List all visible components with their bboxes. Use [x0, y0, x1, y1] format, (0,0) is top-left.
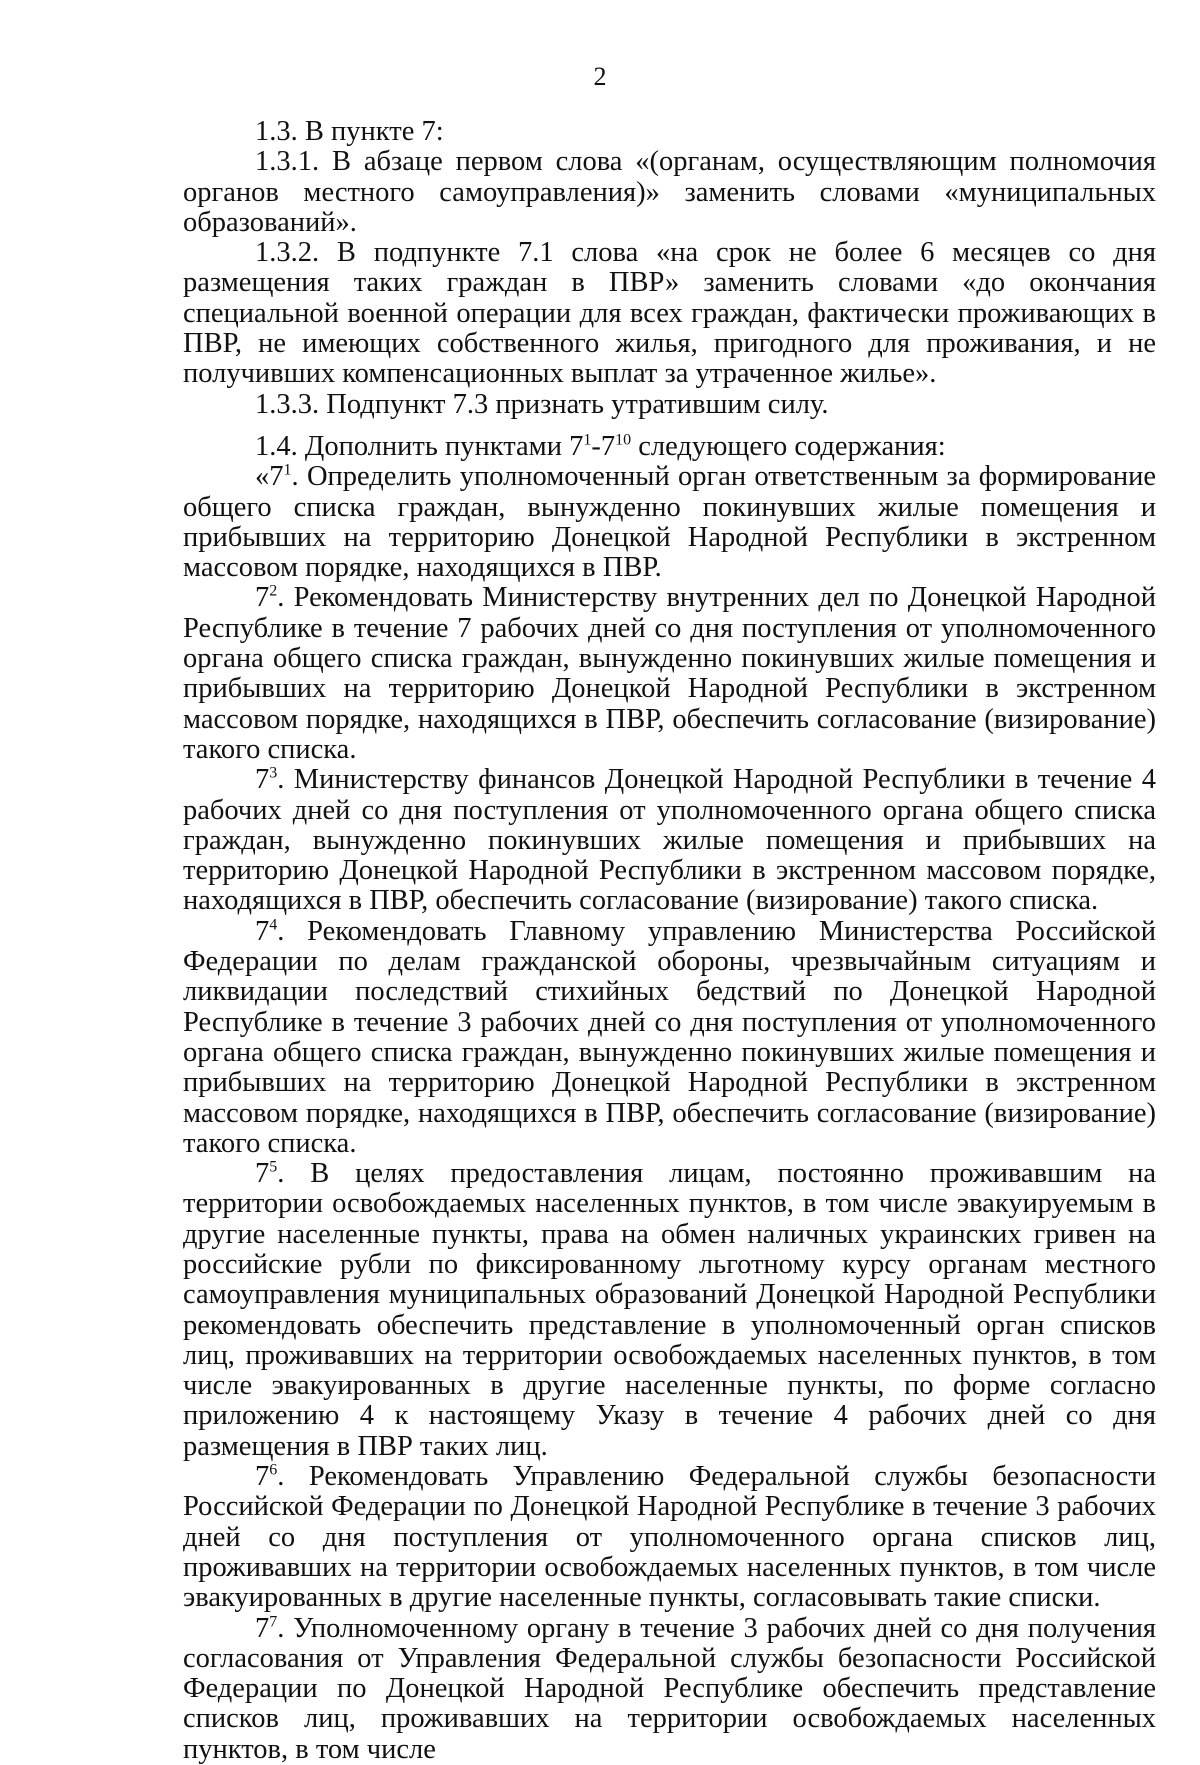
superscript: 5	[269, 1158, 278, 1176]
item-7-6	[183, 1462, 1156, 1613]
superscript: 4	[269, 916, 278, 934]
item-7-5	[183, 1159, 1156, 1462]
paragraph-1-4	[183, 432, 1156, 462]
superscript: 2	[269, 582, 278, 600]
superscript: 6	[269, 1461, 278, 1479]
item-7-4	[183, 917, 1156, 1159]
paragraph-1-4-lead: 1.4. Дополнить пунктами 7	[255, 430, 584, 462]
item-7-7	[183, 1614, 1156, 1765]
item-7-2	[183, 583, 1156, 765]
item-text: . Определить уполномоченный орган ответственным за формирование общего списка граждан, вынужденно покинувших жилые помещения и прибывших на территорию Донецкой Народной Республики в экстренном массовом порядке, находящихся в ПВР.	[183, 461, 1156, 584]
item-text: . Уполномоченному органу в течение 3 рабочих дней со дня получения согласования от Управления Федеральной службы безопасности Российской Федерации по Донецкой Народной Республике обеспечить представление списков лиц, проживавших на территории освобождаемых населенных пунктов, в том числе	[183, 1612, 1156, 1765]
superscript: 3	[269, 764, 278, 782]
superscript: 10	[615, 431, 632, 449]
superscript: 7	[269, 1613, 278, 1631]
paragraph-1-3-1: 1.3.1. В абзаце первом слова «(органам, осуществляющим полномочия органов местного самоуправления)» заменить словами «муниципальных образований».	[183, 146, 1156, 238]
paragraph-1-3-3: 1.3.3. Подпункт 7.3 признать утратившим силу.	[255, 388, 829, 420]
item-number: 7	[255, 915, 270, 947]
document-body	[183, 117, 1156, 1765]
item-number: «7	[255, 461, 284, 493]
page-number: 2	[593, 62, 607, 91]
item-number: 7	[255, 1158, 270, 1190]
paragraph-1-4-tail: следующего содержания:	[631, 430, 946, 462]
item-7-1	[183, 462, 1156, 583]
item-number: 7	[255, 1612, 270, 1644]
item-7-3	[183, 765, 1156, 916]
item-text: . Рекомендовать Главному управлению Министерства Российской Федерации по делам гражданской обороны, чрезвычайным ситуациям и ликвидации последствий стихийных бедствий по Донецкой Народной Республике в течение 3 рабочих дней со дня поступления от уполномоченного органа общего списка граждан, вынужденно покинувших жилые помещения и прибывших на территорию Донецкой Народной Республики в экстренном массовом порядке, находящихся в ПВР, обеспечить согласование (визирование) такого списка.	[183, 915, 1156, 1159]
item-text: . В целях предоставления лицам, постоянно проживавшим на территории освобождаемых населенных пунктов, в том числе эвакуируемым в другие населенные пункты, права на обмен наличных украинских гривен на российские рубли по фиксированному льготному курсу органам местного самоуправления муниципальных образований Донецкой Народной Республики рекомендовать обеспечить представление в уполномоченный орган списков лиц, проживавших на территории освобождаемых населенных пунктов, в том числе эвакуированных в другие населенные пункты, по форме согласно приложению 4 к настоящему Указу в течение 4 рабочих дней со дня размещения в ПВР таких лиц.	[183, 1158, 1156, 1462]
item-number: 7	[255, 764, 270, 796]
paragraph-1-3-2: 1.3.2. В подпункте 7.1 слова «на срок не более 6 месяцев со дня размещения таких граждан в ПВР» заменить словами «до окончания специальной военной операции для всех граждан, фактически проживающих в ПВР, не имеющих собственного жилья, пригодного для проживания, и не получивших компенсационных выплат за утраченное жилье».	[183, 237, 1156, 390]
superscript: 1	[283, 461, 292, 479]
item-text: . Рекомендовать Министерству внутренних дел по Донецкой Народной Республике в течение 7 рабочих дней со дня поступления от уполномоченного органа общего списка граждан, вынужденно покинувших жилые помещения и прибывших на территорию Донецкой Народной Республики в экстренном массовом порядке, находящихся в ПВР, обеспечить согласование (визирование) такого списка.	[183, 582, 1156, 765]
item-number: 7	[255, 1461, 270, 1493]
superscript: 1	[583, 431, 592, 449]
item-text: . Министерству финансов Донецкой Народной Республики в течение 4 рабочих дней со дня поступления от уполномоченного органа общего списка граждан, вынужденно покинувших жилые помещения и прибывших на территорию Донецкой Народной Республики в экстренном массовом порядке, находящихся в ПВР, обеспечить согласование (визирование) такого списка.	[183, 764, 1156, 917]
paragraph-1-4-dash: -7	[591, 430, 616, 462]
item-number: 7	[255, 582, 270, 614]
item-text: . Рекомендовать Управлению Федеральной службы безопасности Российской Федерации по Донецкой Народной Республике в течение 3 рабочих дней со дня поступления от уполномоченного органа списков лиц, проживавших на территории освобождаемых населенных пунктов, в том числе эвакуированных в другие населенные пункты, согласовывать такие списки.	[183, 1461, 1156, 1614]
paragraph-1-3: 1.3. В пункте 7:	[255, 116, 444, 147]
